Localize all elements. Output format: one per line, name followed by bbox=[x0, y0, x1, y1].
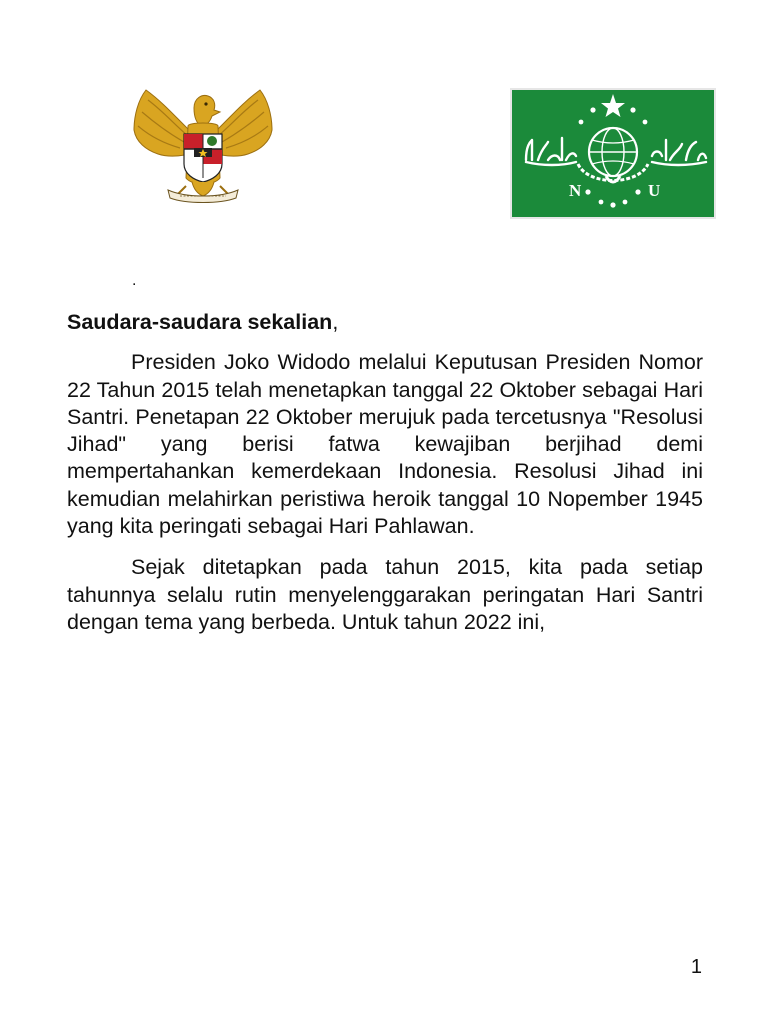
globe-icon bbox=[589, 128, 637, 176]
greeting-text: Saudara-saudara sekalian bbox=[67, 310, 333, 334]
nahdlatul-ulama-logo bbox=[510, 88, 716, 219]
document-body bbox=[67, 309, 703, 650]
stray-dot: . bbox=[132, 272, 137, 289]
paragraph: Sejak ditetapkan pada tahun 2015, kita pada setiap tahunnya selalu rutin menyelenggarakan peringatan Hari Santri dengan tema yang berbeda. Untuk tahun 2022 ini, bbox=[67, 555, 703, 634]
page-number: 1 bbox=[690, 956, 702, 978]
nu-letter-n: N bbox=[569, 181, 582, 200]
nu-letter-u: U bbox=[648, 181, 661, 200]
greeting-punctuation: , bbox=[332, 310, 339, 334]
greeting-line bbox=[67, 309, 703, 336]
garuda-emblem-icon bbox=[128, 86, 278, 206]
star-icon bbox=[601, 94, 625, 117]
paragraph: Presiden Joko Widodo melalui Keputusan Presiden Nomor 22 Tahun 2015 telah menetapkan tanggal 22 Oktober sebagai Hari Santri. Penetapan 22 Oktober merujuk pada tercetusnya "Resolusi Jihad" yang berisi fatwa kewajiban berjihad demi mempertahankan kemerdekaan Indonesia. Resolusi Jihad ini kemudian melahirkan peristiwa heroik tanggal 10 Nopember 1945 yang kita peringati sebagai Hari Pahlawan. bbox=[67, 350, 703, 539]
